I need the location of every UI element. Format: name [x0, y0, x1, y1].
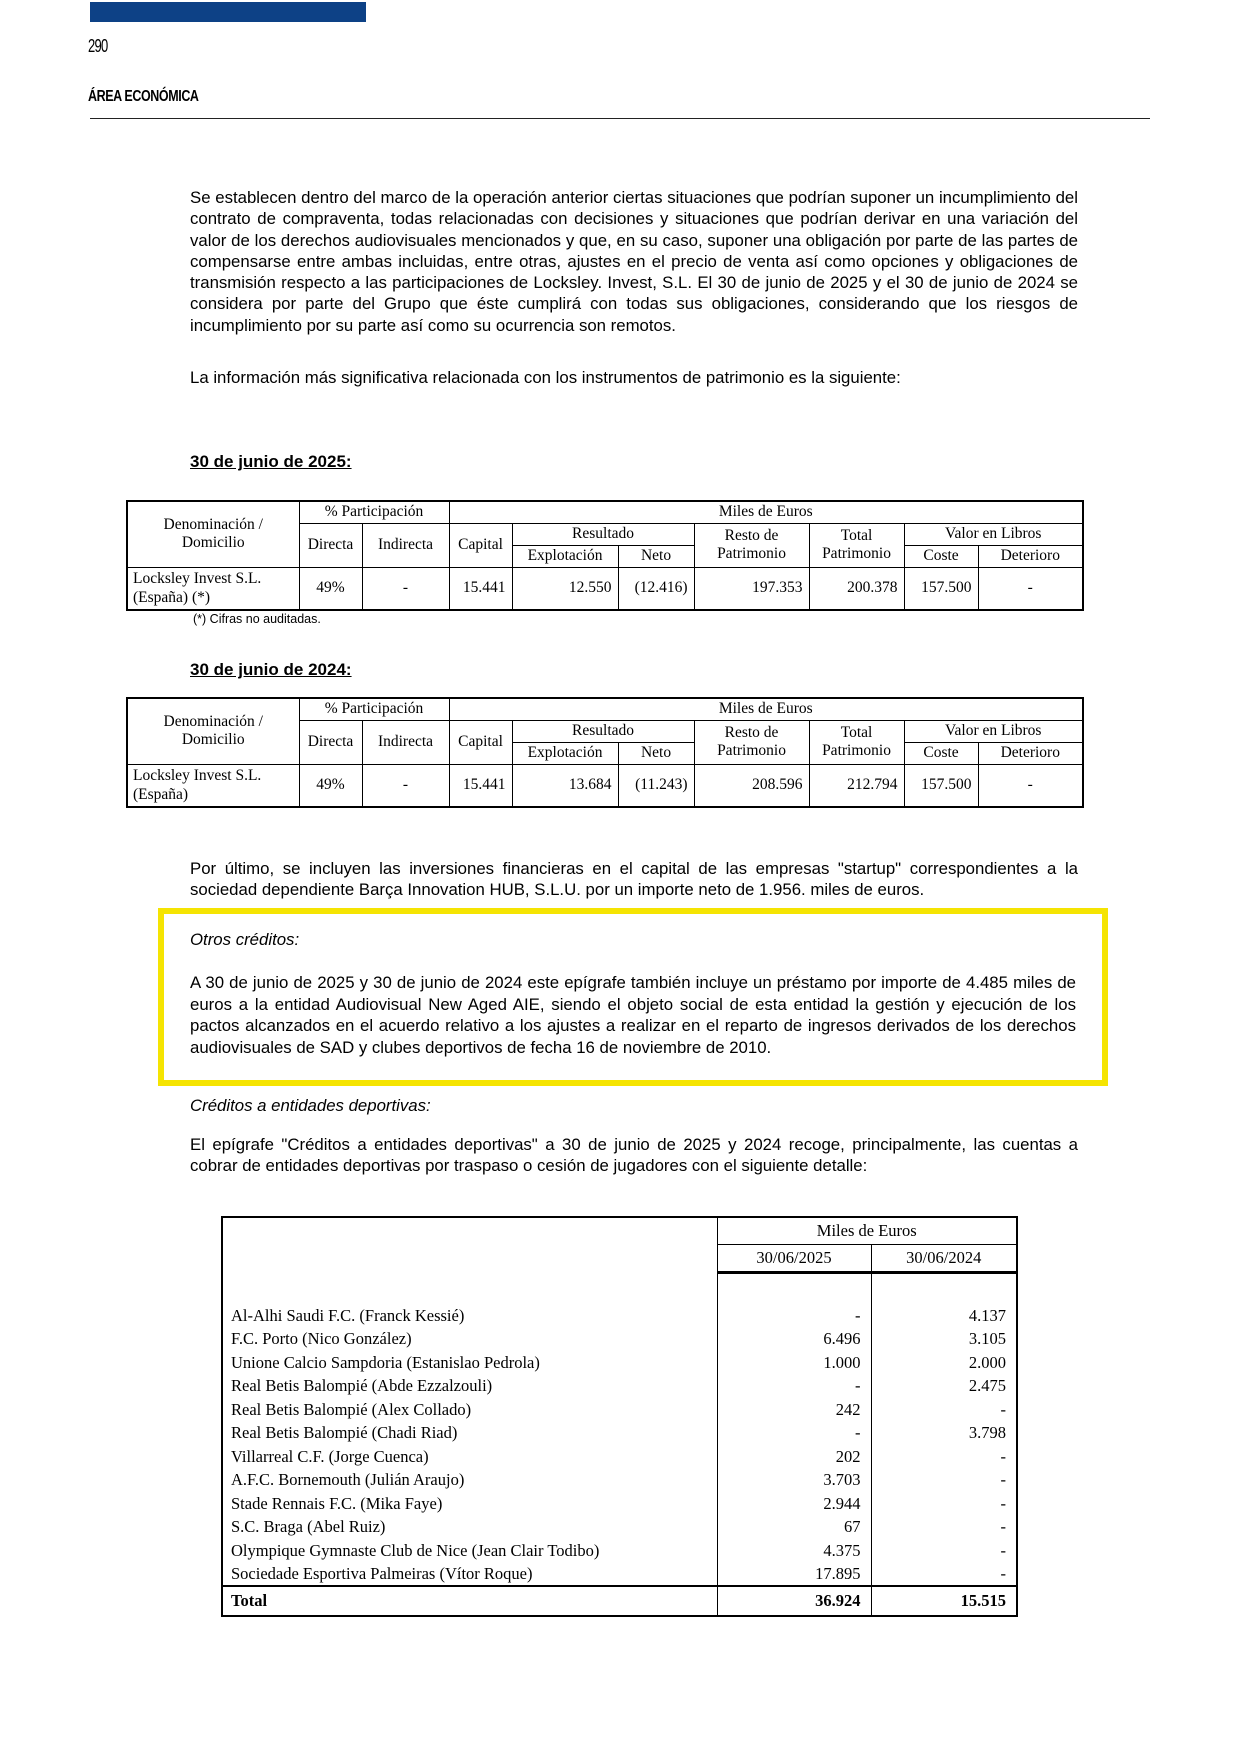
cell-2024: 3.105	[871, 1328, 1017, 1352]
cell-deterioro: -	[978, 764, 1083, 807]
cell-2025: 17.895	[717, 1563, 871, 1587]
cell-2025: 242	[717, 1398, 871, 1422]
cell-club: Villarreal C.F. (Jorge Cuenca)	[231, 1446, 429, 1466]
col-header-directa: Directa	[299, 523, 362, 567]
cell-club: Real Betis Balompié (Abde Ezzalzouli)	[231, 1376, 493, 1396]
heading-2025: 30 de junio de 2025:	[190, 452, 352, 471]
cell-name: Locksley Invest S.L. (España) (*)	[127, 567, 299, 610]
cell-neto: (11.243)	[618, 764, 694, 807]
cell-club: Unione Calcio Sampdoria (Estanislao Pedrola)	[231, 1352, 540, 1372]
cell-coste: 157.500	[904, 764, 978, 807]
cell-coste: 157.500	[904, 567, 978, 610]
col-header-miles: Miles de Euros	[449, 698, 1083, 720]
col-header-neto: Neto	[618, 742, 694, 764]
equity-table-2025	[126, 500, 1084, 611]
page-number: 290	[88, 36, 108, 56]
col-header-deterioro: Deterioro	[978, 742, 1083, 764]
cell-2024: -	[871, 1492, 1017, 1516]
cell-2024: -	[871, 1469, 1017, 1493]
cell-total-label: Total	[222, 1586, 717, 1616]
cell-directa: 49%	[299, 764, 362, 807]
cell-club: Stade Rennais F.C. (Mika Faye)	[231, 1493, 443, 1513]
cell-club: Real Betis Balompié (Alex Collado)	[231, 1399, 472, 1419]
col-header-explotacion: Explotación	[512, 545, 618, 567]
table-row	[222, 1304, 1017, 1328]
col-header-participacion: % Participación	[299, 501, 449, 523]
cell-club: Al-Alhi Saudi F.C. (Franck Kessié)	[231, 1305, 465, 1325]
cell-club: A.F.C. Bornemouth (Julián Araujo)	[231, 1470, 465, 1490]
col-header-neto: Neto	[618, 545, 694, 567]
cell-2024: -	[871, 1539, 1017, 1563]
info-line: La información más significativa relacionada con los instrumentos de patrimonio es la siguiente:	[190, 368, 901, 387]
cell-2025: 2.944	[717, 1492, 871, 1516]
table-row	[222, 1422, 1017, 1446]
cell-indirecta: -	[362, 764, 449, 807]
cell-indirecta: -	[362, 567, 449, 610]
spacer-row	[222, 1272, 1017, 1304]
table-row	[222, 1351, 1017, 1375]
cell-total: 200.378	[809, 567, 904, 610]
table-row	[222, 1469, 1017, 1493]
cell-2025: -	[717, 1304, 871, 1328]
cell-2024: 2.000	[871, 1351, 1017, 1375]
heading-2024: 30 de junio de 2024:	[190, 660, 352, 679]
table-row	[222, 1398, 1017, 1422]
credits-header-2025: 30/06/2025	[717, 1244, 871, 1272]
cell-total-2025: 36.924	[717, 1586, 871, 1616]
cell-2024: -	[871, 1398, 1017, 1422]
table-row	[222, 1328, 1017, 1352]
cell-2025: 4.375	[717, 1539, 871, 1563]
col-header-directa: Directa	[299, 720, 362, 764]
table-row	[127, 567, 1083, 610]
cell-neto: (12.416)	[618, 567, 694, 610]
col-header-denominacion: Denominación / Domicilio	[127, 501, 299, 567]
intro-paragraph: Se establecen dentro del marco de la operación anterior ciertas situaciones que podrían suponer un incumplimiento del contrato de compraventa, todas relacionadas con decisiones y situaciones que podrían derivar en una variación del valor de los derechos audiovisuales mencionados y que, en su caso, suponer una obligación por parte de las partes de compensarse entre ambas incluidas, entre otras, ajustes en el precio de venta así como opciones y obligaciones de transmisión respecto a las participaciones de Locksley. Invest, S.L. El 30 de junio de 2025 y el 30 de junio de 2024 se considera por parte del Grupo que éste cumplirá con todas sus obligaciones, considerando que los riesgos de incumplimiento por su parte así como su ocurrencia son remotos.	[190, 188, 1078, 335]
col-header-total: Total Patrimonio	[809, 523, 904, 567]
cell-club: Olympique Gymnaste Club de Nice (Jean Clair Todibo)	[231, 1540, 600, 1560]
creditos-deportivas-heading: Créditos a entidades deportivas:	[190, 1096, 431, 1115]
cell-name: Locksley Invest S.L. (España)	[127, 764, 299, 807]
creditos-deportivas-paragraph: El epígrafe "Créditos a entidades deportivas" a 30 de junio de 2025 y 2024 recoge, principalmente, las cuentas a cobrar de entidades deportivas por traspaso o cesión de jugadores con el siguiente detalle:	[190, 1135, 1078, 1176]
credits-header-miles: Miles de Euros	[717, 1217, 1017, 1244]
cell-capital: 15.441	[449, 567, 512, 610]
table-row	[222, 1539, 1017, 1563]
cell-2025: 1.000	[717, 1351, 871, 1375]
cell-2024: 2.475	[871, 1375, 1017, 1399]
cell-explotacion: 12.550	[512, 567, 618, 610]
col-header-miles: Miles de Euros	[449, 501, 1083, 523]
cell-2024: -	[871, 1445, 1017, 1469]
cell-2024: 3.798	[871, 1422, 1017, 1446]
table-row	[222, 1375, 1017, 1399]
table-row	[222, 1516, 1017, 1540]
highlight-box	[158, 908, 1108, 1086]
col-header-resultado: Resultado	[512, 523, 694, 545]
otros-creditos-heading: Otros créditos:	[190, 930, 300, 949]
col-header-participacion: % Participación	[299, 698, 449, 720]
cell-2025: 202	[717, 1445, 871, 1469]
col-header-valor: Valor en Libros	[904, 523, 1083, 545]
col-header-resto: Resto de Patrimonio	[694, 523, 809, 567]
col-header-indirecta: Indirecta	[362, 523, 449, 567]
cell-2025: 67	[717, 1516, 871, 1540]
total-row	[222, 1586, 1017, 1616]
table-row	[127, 764, 1083, 807]
table-row	[222, 1492, 1017, 1516]
table-row	[222, 1563, 1017, 1587]
col-header-deterioro: Deterioro	[978, 545, 1083, 567]
table-footnote: (*) Cifras no auditadas.	[193, 612, 321, 626]
cell-deterioro: -	[978, 567, 1083, 610]
por-ultimo-paragraph: Por último, se incluyen las inversiones financieras en el capital de las empresas "startup" correspondientes a la sociedad dependiente Barça Innovation HUB, S.L.U. por un importe neto de 1.956. miles de euros.	[190, 859, 1078, 900]
cell-club: S.C. Braga (Abel Ruiz)	[231, 1517, 386, 1537]
col-header-coste: Coste	[904, 545, 978, 567]
table-row	[222, 1445, 1017, 1469]
cell-resto: 197.353	[694, 567, 809, 610]
cell-2024: 4.137	[871, 1304, 1017, 1328]
cell-2025: 6.496	[717, 1328, 871, 1352]
top-blue-bar	[90, 2, 366, 22]
col-header-denominacion: Denominación / Domicilio	[127, 698, 299, 764]
col-header-capital: Capital	[449, 720, 512, 764]
col-header-indirecta: Indirecta	[362, 720, 449, 764]
cell-total: 212.794	[809, 764, 904, 807]
cell-directa: 49%	[299, 567, 362, 610]
cell-2025: -	[717, 1375, 871, 1399]
credits-header-blank	[222, 1217, 717, 1272]
cell-club: Sociedade Esportiva Palmeiras (Vítor Roque)	[231, 1563, 533, 1583]
credits-table	[221, 1216, 1018, 1617]
col-header-resultado: Resultado	[512, 720, 694, 742]
cell-2024: -	[871, 1516, 1017, 1540]
cell-2025: -	[717, 1422, 871, 1446]
cell-resto: 208.596	[694, 764, 809, 807]
col-header-coste: Coste	[904, 742, 978, 764]
cell-2025: 3.703	[717, 1469, 871, 1493]
col-header-capital: Capital	[449, 523, 512, 567]
cell-total-2024: 15.515	[871, 1586, 1017, 1616]
header-divider	[90, 118, 1150, 119]
cell-club: F.C. Porto (Nico González)	[231, 1329, 412, 1349]
col-header-explotacion: Explotación	[512, 742, 618, 764]
cell-explotacion: 13.684	[512, 764, 618, 807]
col-header-total: Total Patrimonio	[809, 720, 904, 764]
credits-header-2024: 30/06/2024	[871, 1244, 1017, 1272]
cell-capital: 15.441	[449, 764, 512, 807]
section-header: ÁREA ECONÓMICA	[88, 88, 199, 105]
cell-2024: -	[871, 1563, 1017, 1587]
col-header-resto: Resto de Patrimonio	[694, 720, 809, 764]
equity-table-2024	[126, 697, 1084, 808]
otros-creditos-paragraph: A 30 de junio de 2025 y 30 de junio de 2024 este epígrafe también incluye un préstamo por importe de 4.485 miles de euros a la entidad Audiovisual New Aged AIE, siendo el objeto social de esta entidad la gestión y ejecución de los pactos alcanzados en el acuerdo relativo a los ajustes a realizar en el reparto de ingresos derivados de los derechos audiovisuales de SAD y clubes deportivos de fecha 16 de noviembre de 2010.	[190, 973, 1076, 1057]
col-header-valor: Valor en Libros	[904, 720, 1083, 742]
cell-club: Real Betis Balompié (Chadi Riad)	[231, 1423, 458, 1443]
